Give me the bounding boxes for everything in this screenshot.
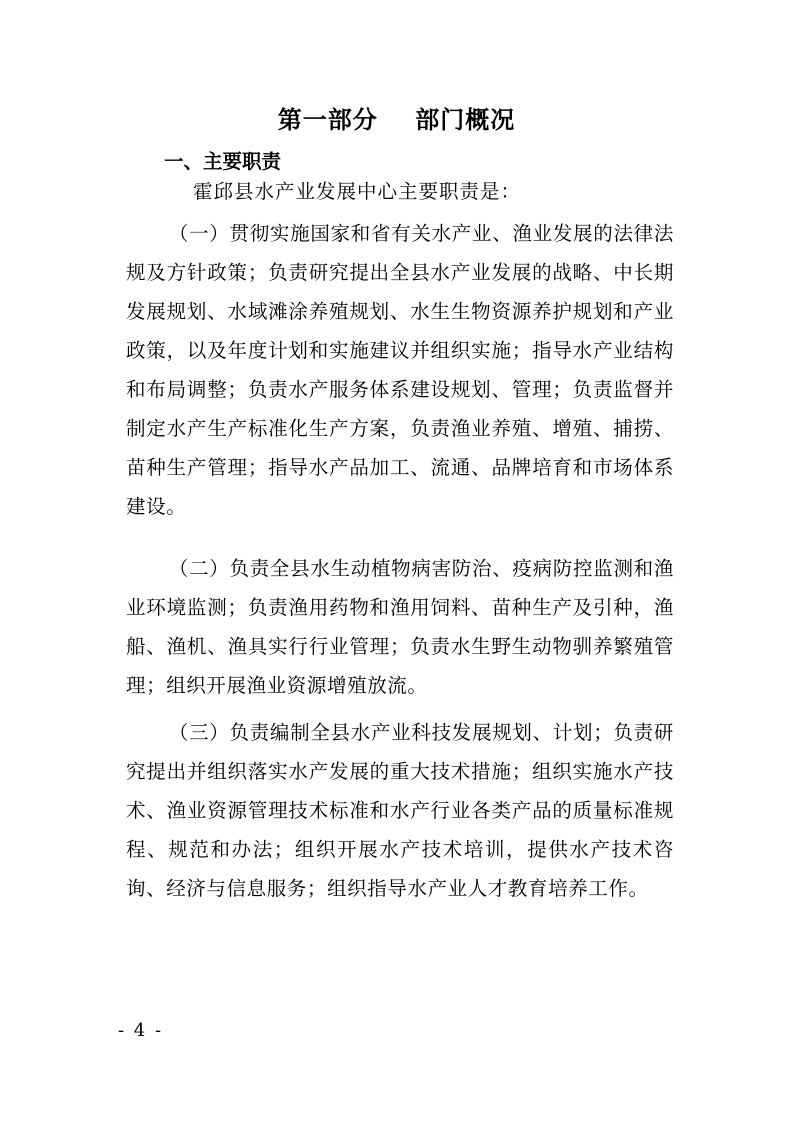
paragraph-duty-1: （一）贯彻实施国家和省有关水产业、渔业发展的法律法规及方针政策；负责研究提出全县水产业发展的战略、中长期发展规划、水域滩涂养殖规划、水生生物资源养护规划和产业政策，以及年度计划和实施建议并组织实施；指导水产业结构和布局调整；负责水产服务体系建设规划、管理；负责监督并制定水产生产标准化生产方案，负责渔业养殖、增殖、捕捞、苗种生产管理；指导水产品加工、流通、品牌培育和市场体系建设。 <box>126 222 674 518</box>
paragraph-duty-3: （三）负责编制全县水产业科技发展规划、计划；负责研究提出并组织落实水产发展的重大技术措施；组织实施水产技术、渔业资源管理技术标准和水产行业各类产品的质量标准规程、规范和办法；组织开展水产技术培训，提供水产技术咨询、经济与信息服务；组织指导水产业人才教育培养工作。 <box>126 721 674 900</box>
paragraph-duty-2: （二）负责全县水生动植物病害防治、疫病防控监测和渔业环境监测；负责渔用药物和渔用饲料、苗种生产及引种，渔船、渔机、渔具实行行业管理；负责水生野生动物驯养繁殖管理；组织开展渔业资源增殖放流。 <box>126 557 674 697</box>
page-title: 第一部分 部门概况 <box>277 106 516 134</box>
page-number: - 4 - <box>118 1020 164 1041</box>
intro-text: 霍邱县水产业发展中心主要职责是： <box>193 180 522 203</box>
section-heading: 一、主要职责 <box>164 150 282 173</box>
